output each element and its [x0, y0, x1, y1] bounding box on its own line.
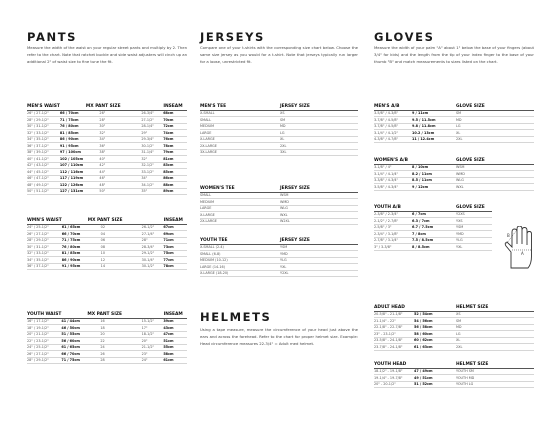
col-glove-size: GLOVE SIZE [456, 205, 492, 211]
col-mx-pant-size: MX PANT SIZE [62, 218, 142, 224]
table-cell: 24" [142, 357, 164, 364]
table-cell: 29-1/2" [142, 250, 164, 257]
table-cell: 40" / 41-1/2" [27, 156, 60, 163]
table-cell: XS [280, 110, 358, 117]
table-cell: 28 [100, 357, 141, 364]
mens-pant-table [27, 104, 187, 195]
table-cell: 73cm [163, 244, 187, 251]
table-cell: WLG [280, 205, 358, 212]
table-cell: LG [280, 130, 358, 137]
table-cell: 10.2 / 13cm [412, 130, 456, 137]
table-cell: 26" / 27-1/2" [27, 351, 61, 358]
table-cell: 26 [100, 351, 141, 358]
table-cell: 36" / 37-1/2" [27, 263, 62, 270]
table-cell: MEDIUM [200, 199, 280, 206]
col-womens-ab: WOMEN'S A/B [374, 158, 456, 164]
table-cell: 46 / 50cm [61, 325, 100, 332]
table-cell: MEDIUM [200, 123, 280, 130]
table-cell: 88cm [163, 182, 187, 189]
table-cell: YOUTH LG [456, 381, 534, 388]
table-cell: 79cm [163, 149, 187, 156]
gloves-intro: Measure the width of your palm "A" about 1" below the base of your fingers (about 3/4" for kids) and the length from the tip of your index finger to the base of your thumb "B" and match measurements to sizes listed on the chart. [374, 45, 534, 64]
table-cell: 26-1/2" [142, 224, 164, 231]
table-cell: 34" / 35-1/2" [27, 257, 62, 264]
glove-measure-illustration [502, 226, 536, 270]
table-cell: 06 [101, 237, 142, 244]
table-cell: 15-1/2" [142, 318, 164, 325]
col-helmet-size: HELMET SIZE [456, 305, 534, 311]
table-cell: YXL [456, 244, 492, 251]
table-cell: MEDIUM (10-12) [200, 257, 280, 264]
table-cell: 56 / 58cm [414, 324, 456, 331]
table-cell: LARGE [200, 205, 280, 212]
table-cell: 36" [99, 143, 141, 150]
table-cell: W2XL [280, 218, 358, 225]
womens-jersey-table [200, 186, 358, 225]
table-cell: SM [456, 318, 534, 325]
youth-pant-table [27, 312, 187, 364]
table-cell: 22 [100, 338, 141, 345]
table-cell: 77cm [163, 257, 187, 264]
helmets-intro: Using a tape measure, measure the circumference of your head just above the ears and across the forehead. Refer to the chart for proper helmet size. Example: Head circumference measures 22-3/4" = Adult med helmet. [200, 327, 358, 346]
table-cell: 75cm [163, 250, 187, 257]
table-cell: 29-3/4" [141, 136, 163, 143]
table-cell: MD [456, 117, 534, 124]
table-cell: 42" / 43-1/2" [27, 162, 60, 169]
table-cell: 3-1/4" / 4-1/4" [374, 171, 412, 178]
table-cell: YXL [280, 264, 358, 271]
table-cell: 47cm [163, 331, 187, 338]
col-jersey-size: JERSEY SIZE [280, 238, 358, 244]
table-cell: 67cm [163, 224, 187, 231]
table-cell: 29" [141, 130, 163, 137]
col-mens-ab: MEN'S A/B [374, 104, 456, 110]
table-cell: X-LARGE [200, 136, 280, 143]
table-cell: 19-1/4" - 19-7/8" [374, 375, 414, 382]
table-cell: 23" [142, 351, 164, 358]
table-row [27, 357, 187, 364]
table-cell: SMALL (6-8) [200, 251, 280, 258]
table-row [200, 218, 358, 225]
table-cell: YMD [280, 251, 358, 258]
col-adult-head: ADULT HEAD [374, 305, 456, 311]
table-cell: 42" [99, 162, 141, 169]
table-cell: 20" - 20-1/2" [374, 381, 414, 388]
table-cell: 16 [100, 318, 141, 325]
table-cell: 61 / 63cm [414, 344, 456, 351]
table-cell: 3-7/8" / 4-5/8" [374, 123, 412, 130]
table-cell: 18-1/2" - 19-1/8" [374, 368, 414, 375]
table-row [374, 344, 534, 351]
table-cell: 31-1/4" [141, 149, 163, 156]
table-cell: 27-1/4" [142, 231, 164, 238]
table-cell: 2X-LARGE [200, 143, 280, 150]
table-cell: 41 / 44cm [61, 318, 100, 325]
table-cell: 3-1/8" / 4" [374, 164, 412, 171]
mens-jersey-table [200, 104, 358, 156]
table-cell: 71 / 75cm [60, 117, 100, 124]
col-mens-tee: MEN'S TEE [200, 104, 280, 110]
table-cell: 71 / 75cm [61, 357, 100, 364]
table-cell: 2-5/8" / 3" [374, 224, 412, 231]
table-cell: 58cm [163, 351, 187, 358]
table-cell: 51cm [163, 338, 187, 345]
table-cell: 18" / 19-1/2" [27, 325, 61, 332]
table-cell: 26" [99, 110, 141, 117]
table-cell: 34-1/2" [141, 182, 163, 189]
table-cell: 58 / 60cm [414, 331, 456, 338]
table-cell: 10 [101, 250, 142, 257]
table-cell: 78cm [163, 143, 187, 150]
table-cell: 76 / 80cm [62, 244, 101, 251]
table-cell: 21-1/2" [142, 344, 164, 351]
table-cell: SMALL [200, 192, 280, 199]
table-cell: 27-1/2" [141, 117, 163, 124]
table-cell: 107 / 110cm [60, 162, 100, 169]
table-cell: LG [456, 331, 534, 338]
table-cell: 7 / 8cm [412, 231, 456, 238]
table-cell: 28-1/4" [141, 123, 163, 130]
table-row [200, 149, 358, 156]
table-cell: WXL [280, 212, 358, 219]
table-cell: 46" / 47-1/2" [27, 175, 60, 182]
col-youth-ab: YOUTH A/B [374, 205, 456, 211]
col-youth-waist: YOUTH WAIST [27, 312, 62, 317]
table-cell: 2XL [456, 136, 534, 143]
col-wmns-waist: WMN'S WAIST [27, 218, 62, 223]
table-cell: 72cm [163, 123, 187, 130]
table-cell: 11 / 12.4cm [412, 136, 456, 143]
table-cell: XL [280, 136, 358, 143]
table-cell: XL [456, 337, 534, 344]
table-cell: 16" / 17-1/2" [27, 318, 61, 325]
table-cell: 127 / 131cm [60, 188, 100, 195]
col-youth-head: YOUTH HEAD [374, 362, 456, 368]
womens-glove-table [374, 158, 534, 191]
table-cell: 48" [99, 182, 141, 189]
table-cell: 112 / 116cm [60, 169, 100, 176]
table-cell: 26" / 27-1/2" [27, 110, 60, 117]
table-cell: 54 / 56cm [414, 318, 456, 325]
table-cell: 83cm [163, 162, 187, 169]
table-cell: SM [456, 110, 534, 117]
table-cell: X-LARGE [200, 212, 280, 219]
table-cell: 2XL [456, 344, 534, 351]
table-cell: 22-1/8" - 22-7/8" [374, 324, 414, 331]
table-cell: 20-5/8" - 21-1/8" [374, 311, 414, 318]
table-cell: 20" / 21-1/2" [27, 331, 61, 338]
table-cell: 48" / 49-1/2" [27, 182, 60, 189]
table-cell: 24 [100, 344, 141, 351]
glove-label-b: B [507, 233, 510, 238]
table-cell: 69cm [163, 231, 187, 238]
youth-helmet-table [374, 362, 534, 388]
pants-intro: Measure the width of the waist on your regular street pants and multiply by 2. Then refer to the chart. Note that ratchet buckle and side waist adjusters will cinch up an additional 2" of waist size to fine tune the fit. [27, 45, 187, 64]
table-cell: 70cm [163, 117, 187, 124]
table-cell: WLG [456, 177, 534, 184]
table-cell: 2-3/4" / 3-1/8" [374, 231, 412, 238]
pants-title: PANTS [27, 30, 78, 44]
table-row [27, 188, 187, 195]
table-cell: X-SMALL (2-4) [200, 244, 280, 251]
table-cell: 24" / 25-1/2" [27, 344, 61, 351]
table-cell: WXL [456, 184, 534, 191]
table-cell: 52 / 54cm [414, 311, 456, 318]
table-cell: 34" [141, 175, 163, 182]
table-cell: 97 / 100cm [60, 149, 100, 156]
table-cell: 6.7 / 7.5cm [412, 224, 456, 231]
table-cell: 2XL [280, 143, 358, 150]
table-cell: WMD [280, 199, 358, 206]
table-cell: 38" / 39-1/2" [27, 149, 60, 156]
mens-glove-table [374, 104, 534, 143]
table-cell: 30-1/4" [142, 257, 164, 264]
table-cell: 50" [99, 188, 141, 195]
table-cell: 3-3/8" / 4-3/4" [374, 177, 412, 184]
table-cell: 43cm [163, 325, 187, 332]
table-cell: 39cm [163, 318, 187, 325]
table-cell: 30-1/2" [141, 143, 163, 150]
table-cell: 18 [100, 325, 141, 332]
table-cell: 24" / 25-1/2" [27, 224, 62, 231]
table-row [27, 263, 187, 270]
table-cell: 76 / 80cm [60, 123, 100, 130]
table-cell: Y2XL [280, 270, 358, 277]
table-cell: 9 / 11cm [412, 110, 456, 117]
table-cell: 61 / 65cm [61, 344, 100, 351]
table-cell: 18-1/2" [142, 331, 164, 338]
table-cell: 9.8 / 11.8cm [412, 123, 456, 130]
table-cell: X-SMALL [200, 110, 280, 117]
table-cell: 61cm [163, 357, 187, 364]
table-cell: 30" / 31-1/2" [27, 123, 60, 130]
table-cell: 12 [101, 257, 142, 264]
col-inseam: INSEAM [142, 312, 187, 318]
table-cell: 91 / 95cm [60, 143, 100, 150]
table-cell: MD [280, 123, 358, 130]
table-cell: 32-1/2" [141, 162, 163, 169]
table-cell: 28" / 29-1/2" [27, 237, 62, 244]
table-row [374, 244, 492, 251]
table-cell: 51 / 55cm [61, 331, 100, 338]
table-cell: 26-3/4" [141, 110, 163, 117]
table-cell: YSM [280, 244, 358, 251]
table-cell: XS [456, 311, 534, 318]
jerseys-intro: Compare one of your t-shirts with the corresponding size chart below. Choose the same size jersey as you would for a t-shirt. Note that jerseys typically run larger for a loose, unrestricted fit. [200, 45, 358, 64]
table-cell: 86 / 90cm [62, 257, 101, 264]
table-cell: 71cm [163, 237, 187, 244]
youth-glove-table [374, 205, 492, 251]
youth-jersey-table [200, 238, 358, 277]
col-glove-size: GLOVE SIZE [456, 158, 534, 164]
table-cell: YSM [456, 224, 492, 231]
table-cell: 33-1/2" [141, 169, 163, 176]
table-cell: 66 / 70cm [60, 110, 100, 117]
col-mens-waist: MEN'S WAIST [27, 104, 60, 109]
table-cell: 78cm [163, 263, 187, 270]
table-cell: 23-5/8" - 24-1/8" [374, 337, 414, 344]
table-cell: 2-1/2" / 2-7/8" [374, 218, 412, 225]
table-cell: X-LARGE (18-20) [200, 270, 280, 277]
table-cell: YOUTH SM [456, 368, 534, 375]
table-cell: 66 / 70cm [62, 231, 101, 238]
table-cell: 35" [141, 188, 163, 195]
table-cell: 30" [99, 123, 141, 130]
table-cell: WMD [456, 171, 534, 178]
table-cell: XL [456, 130, 534, 137]
table-cell: 86 / 90cm [60, 136, 100, 143]
table-cell: 9.5 / 11.5cm [412, 117, 456, 124]
table-row [374, 136, 534, 143]
table-cell: 04 [101, 231, 142, 238]
table-cell: 85cm [163, 169, 187, 176]
table-cell: 56 / 60cm [61, 338, 100, 345]
table-cell: 28" / 29-1/2" [27, 117, 60, 124]
table-cell: Y2XS [456, 211, 492, 218]
gloves-title: GLOVES [374, 30, 435, 44]
table-cell: 81 / 85cm [60, 130, 100, 137]
table-cell: 3-5/8" / 4-3/4" [374, 184, 412, 191]
table-cell: LARGE [200, 130, 280, 137]
table-cell: 81cm [163, 156, 187, 163]
table-cell: 74cm [163, 130, 187, 137]
col-womens-tee: WOMEN'S TEE [200, 186, 280, 192]
table-cell: 22" / 23-1/2" [27, 338, 61, 345]
col-mx-pant-size: MX PANT SIZE [61, 312, 141, 318]
table-cell: YMD [456, 231, 492, 238]
table-cell: 3-1/4" / 4-1/2" [374, 130, 412, 137]
table-cell: 47 / 49cm [414, 368, 456, 375]
table-cell: 122 / 126cm [60, 182, 100, 189]
table-cell: 8.5 / 11cm [412, 177, 456, 184]
table-cell: 46" [99, 175, 141, 182]
table-cell: 66 / 70cm [61, 351, 100, 358]
table-cell: YLG [280, 257, 358, 264]
table-cell: 2X-LARGE [200, 218, 280, 225]
table-cell: 32" [141, 156, 163, 163]
table-cell: 102 / 105cm [60, 156, 100, 163]
table-cell: YLG [456, 237, 492, 244]
table-cell: WSM [280, 192, 358, 199]
col-youth-tee: YOUTH TEE [200, 238, 280, 244]
jerseys-title: JERSEYS [200, 30, 265, 44]
table-cell: 61 / 65cm [62, 224, 101, 231]
table-row [374, 184, 534, 191]
table-cell: 8.2 / 11cm [412, 171, 456, 178]
table-cell: 28-3/4" [142, 244, 164, 251]
col-inseam: INSEAM [141, 104, 187, 110]
table-cell: 55cm [163, 344, 187, 351]
table-cell: YXS [456, 218, 492, 225]
table-cell: 30" / 31-1/2" [27, 244, 62, 251]
table-cell: 3X-LARGE [200, 149, 280, 156]
table-cell: 8 / 8.5cm [412, 244, 456, 251]
table-cell: LARGE (14-16) [200, 264, 280, 271]
table-cell: 38" [99, 149, 141, 156]
table-cell: 2-3/8" / 2-3/4" [374, 211, 412, 218]
table-cell: 23-7/8" - 24-1/8" [374, 344, 414, 351]
table-cell: 02 [101, 224, 142, 231]
table-cell: 50" / 51-1/2" [27, 188, 60, 195]
table-cell: 117 / 119cm [60, 175, 100, 182]
table-cell: 51 / 52cm [414, 381, 456, 388]
adult-helmet-table [374, 305, 534, 351]
table-cell: 28" [99, 117, 141, 124]
table-cell: 32" / 33-1/2" [27, 250, 62, 257]
col-jersey-size: JERSEY SIZE [280, 104, 358, 110]
col-helmet-size: HELMET SIZE [456, 362, 534, 368]
table-cell: 91 / 95cm [62, 263, 101, 270]
table-cell: 44" / 45-1/2" [27, 169, 60, 176]
table-cell: 17" [142, 325, 164, 332]
table-cell: LG [456, 123, 534, 130]
table-cell: 34" [99, 136, 141, 143]
table-cell: 60 / 62cm [414, 337, 456, 344]
col-inseam: INSEAM [142, 218, 187, 224]
table-row [374, 381, 534, 388]
helmets-title: HELMETS [200, 310, 272, 324]
col-glove-size: GLOVE SIZE [456, 104, 534, 110]
table-cell: 8 / 10cm [412, 164, 456, 171]
table-cell: MD [456, 324, 534, 331]
table-cell: 68cm [163, 110, 187, 117]
table-cell: WSM [456, 164, 534, 171]
table-cell: 86cm [163, 175, 187, 182]
table-cell: 40" [99, 156, 141, 163]
table-cell: 30-1/2" [142, 263, 164, 270]
table-cell: YOUTH MD [456, 375, 534, 382]
table-cell: 3XL [280, 149, 358, 156]
table-cell: 7.5 / 8.5cm [412, 237, 456, 244]
table-cell: 3-5/8" / 4-3/8" [374, 110, 412, 117]
table-cell: 36" / 37-1/2" [27, 143, 60, 150]
table-cell: 23" - 23-1/2" [374, 331, 414, 338]
table-cell: 71 / 75cm [62, 237, 101, 244]
col-jersey-size: JERSEY SIZE [280, 186, 358, 192]
table-cell: 49 / 51cm [414, 375, 456, 382]
table-cell: 3" / 3-3/8" [374, 244, 412, 251]
table-cell: 28" [142, 237, 164, 244]
glove-label-a: A [521, 251, 524, 256]
table-cell: SM [280, 117, 358, 124]
table-cell: 81 / 85cm [62, 250, 101, 257]
table-cell: 20" [142, 338, 164, 345]
table-cell: 6 / 7cm [412, 211, 456, 218]
table-cell: 21-1/4" - 22" [374, 318, 414, 325]
table-cell: SMALL [200, 117, 280, 124]
table-row [200, 270, 358, 277]
table-cell: 76cm [163, 136, 187, 143]
table-cell: 3-7/8" / 4-5/8" [374, 117, 412, 124]
table-cell: 34" / 35-1/2" [27, 136, 60, 143]
table-cell: 26" / 27-1/2" [27, 231, 62, 238]
table-cell: 44" [99, 169, 141, 176]
table-cell: 32" / 33-1/2" [27, 130, 60, 137]
table-cell: 32" [99, 130, 141, 137]
womens-pant-table [27, 218, 187, 270]
table-cell: 2-7/8" / 3-1/4" [374, 237, 412, 244]
table-cell: 14 [101, 263, 142, 270]
table-cell: 20 [100, 331, 141, 338]
table-cell: 4-3/8" / 4-7/8" [374, 136, 412, 143]
table-cell: 6.3 / 7cm [412, 218, 456, 225]
table-cell: 89cm [163, 188, 187, 195]
table-cell: 08 [101, 244, 142, 251]
table-cell: 9 / 12cm [412, 184, 456, 191]
table-cell: 28" / 29-1/2" [27, 357, 61, 364]
col-mx-pant-size: MX PANT SIZE [60, 104, 141, 110]
